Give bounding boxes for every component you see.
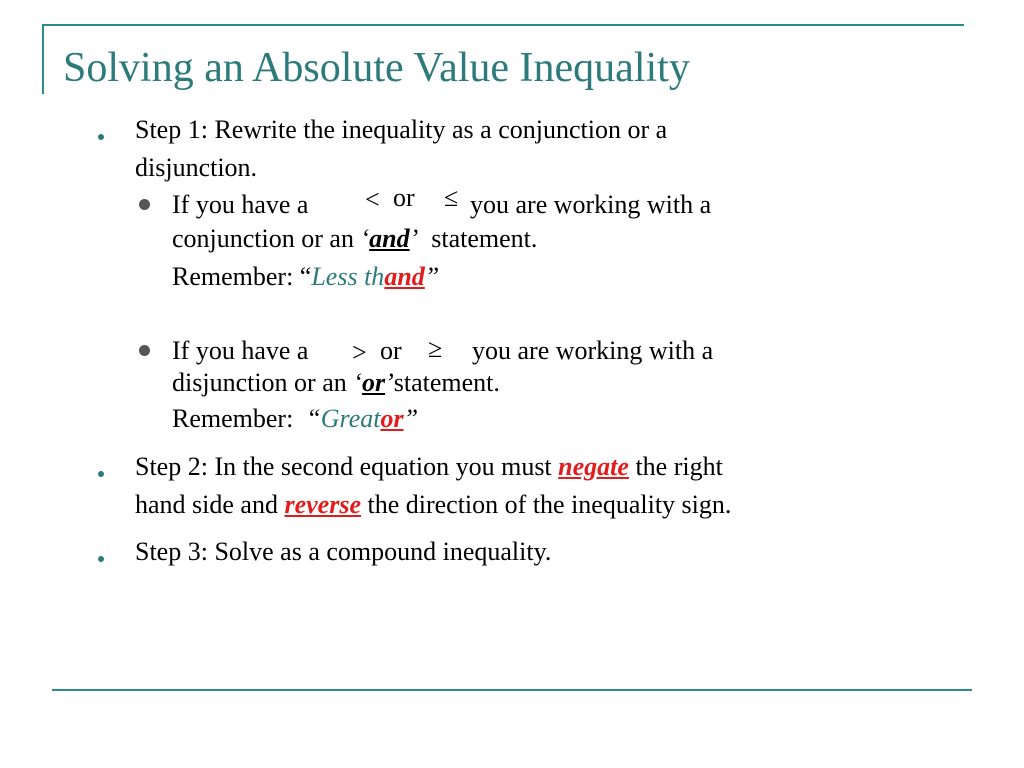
step3-text: Step 3: Solve as a compound inequality. (135, 537, 552, 566)
sub2-remember-close: ” (403, 404, 419, 433)
sub1-line2-suffix: statement. (431, 224, 538, 253)
sub2-quote-close: ’ (385, 368, 394, 397)
sub2-keyword-or: or (361, 368, 386, 397)
bullet-step3 (98, 556, 104, 562)
sub1-line2-prefix: conjunction or an (172, 224, 354, 253)
sub1-less-equal-symbol: ≤ (444, 183, 459, 212)
step2-line1 (135, 449, 723, 485)
step2-negate-word: negate (558, 452, 629, 481)
frame-left-rule (42, 26, 44, 94)
bullet-sub2 (139, 345, 150, 356)
sub1-suffix: you are working with a (470, 190, 712, 219)
step2-line2 (135, 487, 731, 523)
sub2-line2-suffix: statement. (393, 368, 500, 397)
sub1-remember-close: ” (424, 262, 440, 291)
sub1-quote-open: ‘ (360, 224, 370, 253)
bullet-step2 (98, 471, 104, 477)
frame-bottom-rule (52, 689, 972, 691)
sub1-remember-red: and (384, 262, 425, 291)
sub1-line2 (172, 221, 537, 257)
sub2-line2-prefix: disjunction or an (172, 368, 347, 397)
sub2-remember-teal: Great (320, 404, 381, 433)
sub2-suffix: you are working with a (472, 336, 714, 365)
sub2-greater-than-symbol: > (352, 338, 367, 367)
sub1-remember (172, 259, 439, 295)
step1-line2: disjunction. (135, 153, 258, 182)
step2-reverse-word: reverse (284, 490, 361, 519)
sub2-remember-red: or (380, 404, 404, 433)
frame-top-rule (42, 24, 964, 26)
sub1-prefix: If you have a (172, 190, 309, 219)
step2-line2-prefix: hand side and (135, 490, 278, 519)
sub1-remember-teal: Less th (311, 262, 385, 291)
sub2-or-word: or (380, 336, 402, 365)
step2-line1-prefix: Step 2: In the second equation you must (135, 452, 552, 481)
sub1-remember-label: Remember: (172, 262, 294, 291)
sub1-or-word: or (393, 183, 415, 212)
sub2-quote-open: ‘ (353, 368, 362, 397)
sub1-less-than-symbol: < (365, 185, 380, 214)
sub1-quote-close: ’ (409, 224, 419, 253)
sub2-remember (172, 401, 418, 437)
sub1-keyword-and: and (369, 224, 410, 253)
sub1-remember-open: “ (299, 262, 312, 291)
sub2-remember-open: “ (306, 404, 321, 433)
slide-title: Solving an Absolute Value Inequality (63, 45, 690, 91)
bullet-step1 (98, 134, 104, 140)
sub2-prefix: If you have a (172, 336, 309, 365)
step2-line1-suffix: the right (635, 452, 723, 481)
sub2-greater-equal-symbol: ≥ (428, 334, 443, 363)
sub2-remember-label: Remember: (172, 404, 294, 433)
step1-line1: Step 1: Rewrite the inequality as a conjunction or a (135, 115, 668, 144)
bullet-sub1 (139, 199, 150, 210)
sub2-line2 (172, 365, 500, 401)
step2-line2-suffix: the direction of the inequality sign. (367, 490, 732, 519)
